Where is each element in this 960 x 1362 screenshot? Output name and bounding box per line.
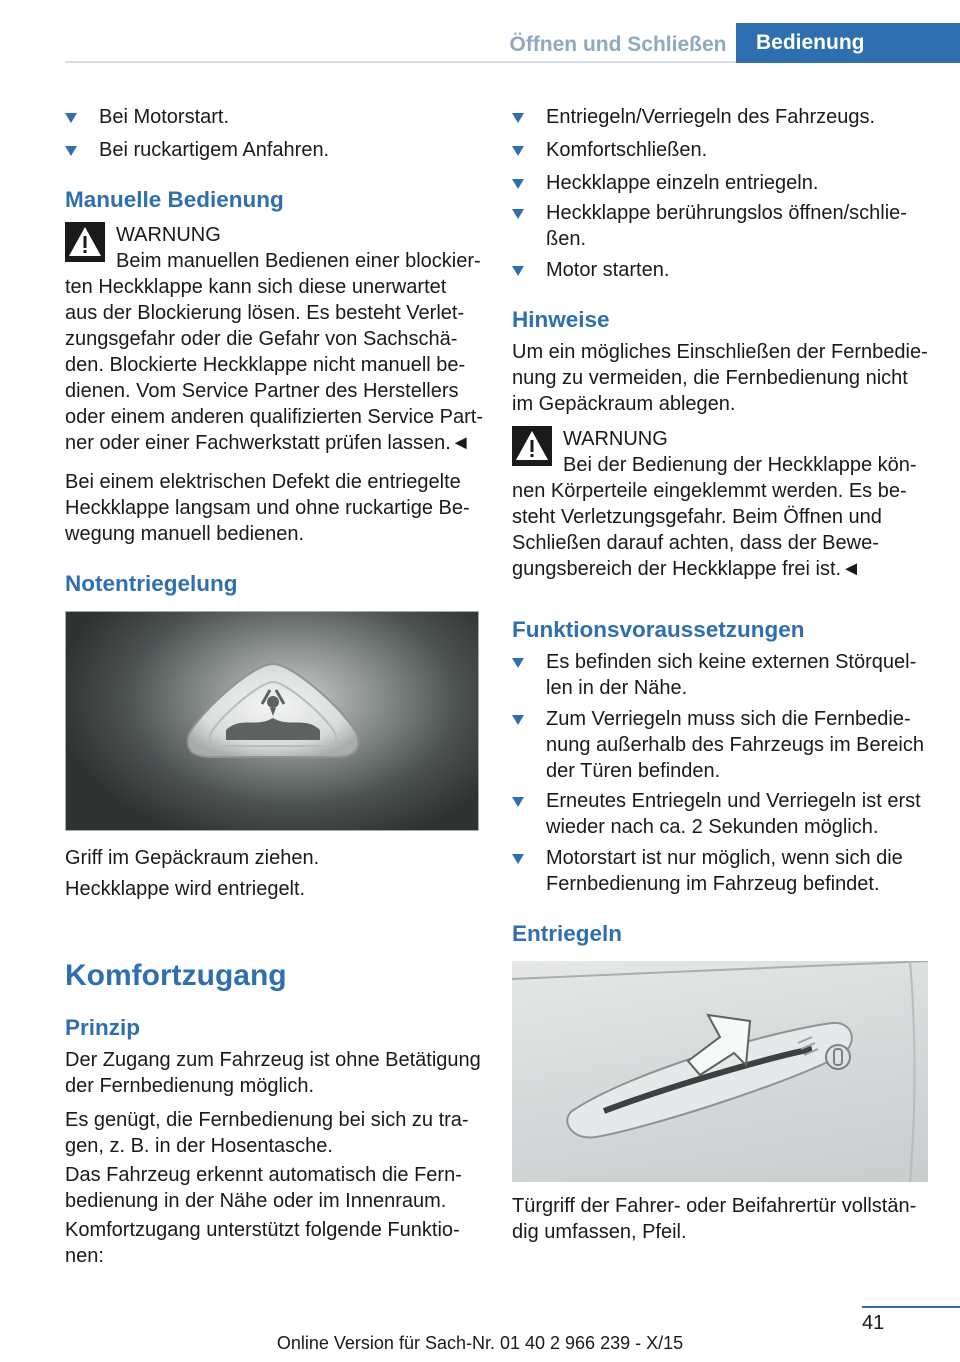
list-item: Zum Verriegeln muss sich die Fernbedie-nung außerhalb des Fahrzeugs im Bereich der Türen befinden.	[512, 706, 930, 784]
section-heading-notes: Hinweise	[512, 307, 610, 332]
header-section-title: Öffnen und Schließen	[509, 33, 727, 56]
warning-title: WARNUNG	[563, 428, 668, 450]
triangle-bullet-icon	[65, 146, 77, 156]
paragraph-principle-1: Der Zugang zum Fahrzeug ist ohne Betätigung der Fernbedienung möglich.	[65, 1049, 481, 1097]
footer-online-version: Online Version für Sach-Nr. 01 40 2 966 239 - X/15	[276, 1333, 684, 1353]
warning-body: Beim manuellen Bedienen einer blockier-ten Heckklappe kann sich diese unerwartet aus der Blockierung lösen. Es besteht Verlet-zungsgefahr oder die Gefahr von Sachschä-den. Blockierte Heckklappe nicht manuell be-dienen. Vom Service Partner des Herstellers oder einem anderen qualifizierten Service Part-ner oder einer Fachwerkstatt prüfen lassen.◄	[65, 250, 483, 454]
list-item: Es befinden sich keine externen Störquel-len in der Nähe.	[512, 649, 930, 701]
paragraph-principle-3: Das Fahrzeug erkennt automatisch die Fern-bedienung in der Nähe oder im Innenraum.	[65, 1164, 462, 1212]
paragraph-principle-2: Es genügt, die Fernbedienung bei sich zu tra-gen, z. B. in der Hosentasche.	[65, 1109, 469, 1157]
warning-title: WARNUNG	[116, 224, 221, 246]
page-number: 41	[862, 1312, 885, 1334]
list-item: Heckklappe berührungslos öffnen/schlie-ßen.	[512, 200, 930, 252]
chapter-heading-comfort-access: Komfortzugang	[65, 959, 287, 992]
warning-triangle-icon	[512, 426, 552, 466]
trunk-release-handle-photo	[65, 611, 479, 831]
triangle-bullet-icon	[512, 179, 524, 189]
section-heading-principle: Prinzip	[65, 1015, 141, 1040]
triangle-bullet-icon	[512, 658, 524, 668]
list-item: Erneutes Entriegeln und Verriegeln ist erst wieder nach ca. 2 Sekunden möglich.	[512, 788, 930, 840]
warning-box	[65, 222, 483, 456]
list-item: Motorstart ist nur möglich, wenn sich die Fernbedienung im Fahrzeug befindet.	[512, 845, 930, 897]
warning-box	[512, 426, 930, 582]
door-handle-photo	[512, 961, 928, 1182]
warning-body: Bei der Bedienung der Heckklappe kön-nen Körperteile eingeklemmt werden. Es be-steht Verletzungsgefahr. Beim Öffnen und Schließen darauf achten, dass der Bewe-gungsbereich der Heckklappe frei ist.◄	[512, 454, 917, 580]
section-heading-manual: Manuelle Bedienung	[65, 187, 284, 212]
paragraph-defect: Bei einem elektrischen Defekt die entriegelte Heckklappe langsam und ohne ruckartige Be-wegung manuell bedienen.	[65, 471, 470, 545]
list-item: Motor starten.	[512, 257, 930, 283]
list-item: Heckklappe einzeln entriegeln.	[512, 170, 930, 196]
list-item: Entriegeln/Verriegeln des Fahrzeugs.	[512, 104, 930, 130]
paragraph-door: Türgriff der Fahrer- oder Beifahrertür vollstän-dig umfassen, Pfeil.	[512, 1195, 917, 1243]
paragraph-principle-4: Komfortzugang unterstützt folgende Funktio-nen:	[65, 1219, 460, 1267]
triangle-bullet-icon	[512, 209, 524, 219]
list-item: Bei Motorstart.	[65, 104, 483, 130]
list-item: Komfortschließen.	[512, 137, 930, 163]
paragraph-unlocked: Heckklappe wird entriegelt.	[65, 878, 306, 900]
triangle-bullet-icon	[512, 266, 524, 276]
warning-triangle-icon	[65, 222, 105, 262]
triangle-bullet-icon	[65, 113, 77, 123]
paragraph-notes: Um ein mögliches Einschließen der Fernbedie-nung zu vermeiden, die Fernbedienung nicht im Gepäckraum ablegen.	[512, 341, 928, 415]
section-heading-unlock: Entriegeln	[512, 921, 623, 946]
paragraph-pull: Griff im Gepäckraum ziehen.	[65, 847, 320, 869]
header-tab: Bedienung	[736, 23, 960, 63]
triangle-bullet-icon	[512, 113, 524, 123]
section-heading-requirements: Funktionsvoraussetzungen	[512, 617, 805, 642]
triangle-bullet-icon	[512, 715, 524, 725]
triangle-bullet-icon	[512, 146, 524, 156]
section-heading-emergency: Notentriegelung	[65, 571, 238, 596]
triangle-bullet-icon	[512, 797, 524, 807]
list-item: Bei ruckartigem Anfahren.	[65, 137, 483, 163]
footer-rule	[862, 1306, 960, 1308]
triangle-bullet-icon	[512, 854, 524, 864]
